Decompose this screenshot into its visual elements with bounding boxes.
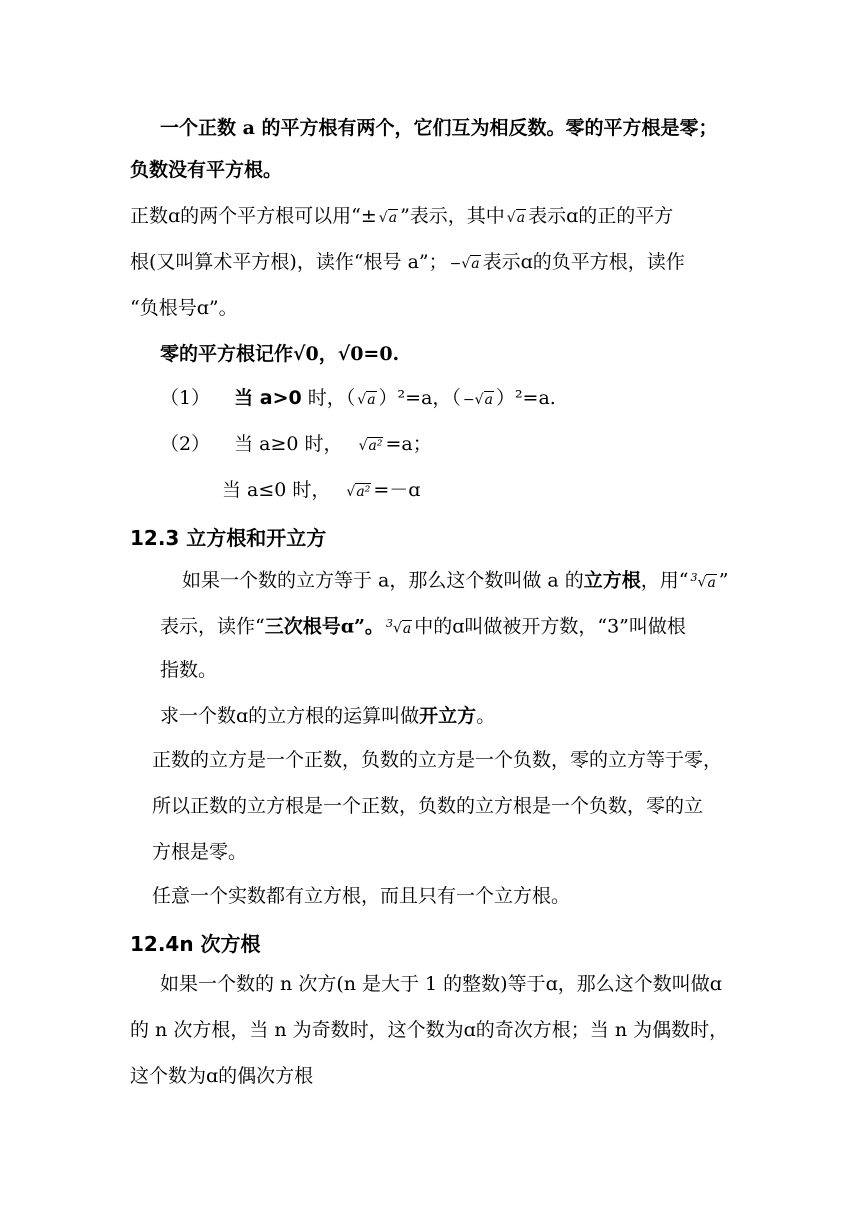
para-line: 的 n 次方根，当 n 为奇数时，这个数为ɑ的奇次方根；当 n 为偶数时， bbox=[130, 1019, 729, 1041]
para-line bbox=[130, 250, 685, 276]
para-line: 方根是零。 bbox=[152, 841, 248, 863]
text: 根(又叫算术平方根)，读作“根号 a”； bbox=[130, 251, 448, 273]
text: =a； bbox=[385, 433, 432, 455]
text: 。 bbox=[476, 705, 496, 727]
rule-1 bbox=[160, 386, 556, 412]
rule-condition: 当 a≤0 时， bbox=[222, 479, 331, 501]
term: 立方根 bbox=[583, 569, 641, 592]
sqrt-a-symbol: √a bbox=[506, 210, 526, 226]
para-line: 如果一个数的 n 次方(n 是大于 1 的整数)等于ɑ，那么这个数叫做ɑ bbox=[160, 973, 722, 995]
text: 中的ɑ叫做被开方数，“3”叫做根 bbox=[414, 615, 686, 638]
sqrt-a-squared-symbol: √a² bbox=[358, 438, 383, 454]
sqrt-a-squared-symbol: √a² bbox=[346, 484, 371, 500]
cube-root-a-symbol: $^3$√a bbox=[690, 571, 716, 591]
section-heading: 12.3 立方根和开立方 bbox=[130, 526, 327, 550]
text: ）²=a，（ bbox=[378, 387, 461, 409]
text: 正数ɑ的两个平方根可以用“± bbox=[130, 205, 377, 227]
para-line: 这个数为ɑ的偶次方根 bbox=[130, 1065, 314, 1087]
text: =－ɑ bbox=[373, 479, 421, 501]
text: 表示ɑ的正的平方 bbox=[528, 205, 674, 227]
para-line: 所以正数的立方根是一个正数，负数的立方根是一个负数，零的立 bbox=[152, 795, 704, 817]
para-line: 指数。 bbox=[160, 659, 218, 681]
rule-2-case bbox=[222, 478, 420, 504]
text: ” bbox=[718, 569, 729, 592]
para-line: 正数的立方是一个正数，负数的立方是一个负数，零的立方等于零， bbox=[152, 749, 723, 771]
para-line: 一个正数 a 的平方根有两个，它们互为相反数。零的平方根是零； bbox=[160, 117, 718, 139]
section-heading: 12.4n 次方根 bbox=[130, 932, 261, 956]
cube-root-a-symbol: $^3$√a bbox=[385, 617, 412, 637]
text: 时，（ bbox=[301, 387, 356, 409]
neg-sqrt-a-symbol: −√a bbox=[449, 256, 480, 272]
para-line: “负根号ɑ”。 bbox=[130, 297, 238, 319]
text: 表示，读作“ bbox=[160, 615, 265, 638]
zero-root-line: 零的平方根记作√0，√0=0. bbox=[160, 343, 400, 365]
para-line: 任意一个实数都有立方根，而且只有一个立方根。 bbox=[152, 885, 571, 907]
rule-number: （2） bbox=[160, 433, 211, 455]
text: ，用“ bbox=[640, 569, 689, 592]
rule-number: （1） bbox=[160, 387, 211, 409]
neg-sqrt-a-symbol: −√a bbox=[462, 392, 493, 408]
term: 三次根号ɑ”。 bbox=[264, 615, 384, 638]
term: 开立方 bbox=[419, 705, 477, 727]
para-line bbox=[160, 612, 686, 641]
para-line bbox=[160, 704, 495, 728]
sqrt-a-symbol: √a bbox=[357, 392, 376, 408]
text: ”表示，其中 bbox=[400, 205, 505, 227]
sqrt-a-symbol: √a bbox=[378, 210, 398, 226]
para-line bbox=[182, 566, 729, 595]
rule-condition: 当 a≥0 时， bbox=[234, 433, 343, 455]
text: 求一个数ɑ的立方根的运算叫做 bbox=[160, 705, 420, 727]
rule-2 bbox=[160, 432, 432, 458]
text: 如果一个数的立方等于 a，那么这个数叫做 a 的 bbox=[182, 569, 584, 592]
text: ）²=a. bbox=[495, 387, 556, 409]
para-line bbox=[130, 204, 673, 230]
text: 表示ɑ的负平方根，读作 bbox=[482, 251, 685, 273]
rule-condition: 当 a>0 bbox=[234, 387, 302, 409]
para-line: 负数没有平方根。 bbox=[130, 159, 283, 181]
